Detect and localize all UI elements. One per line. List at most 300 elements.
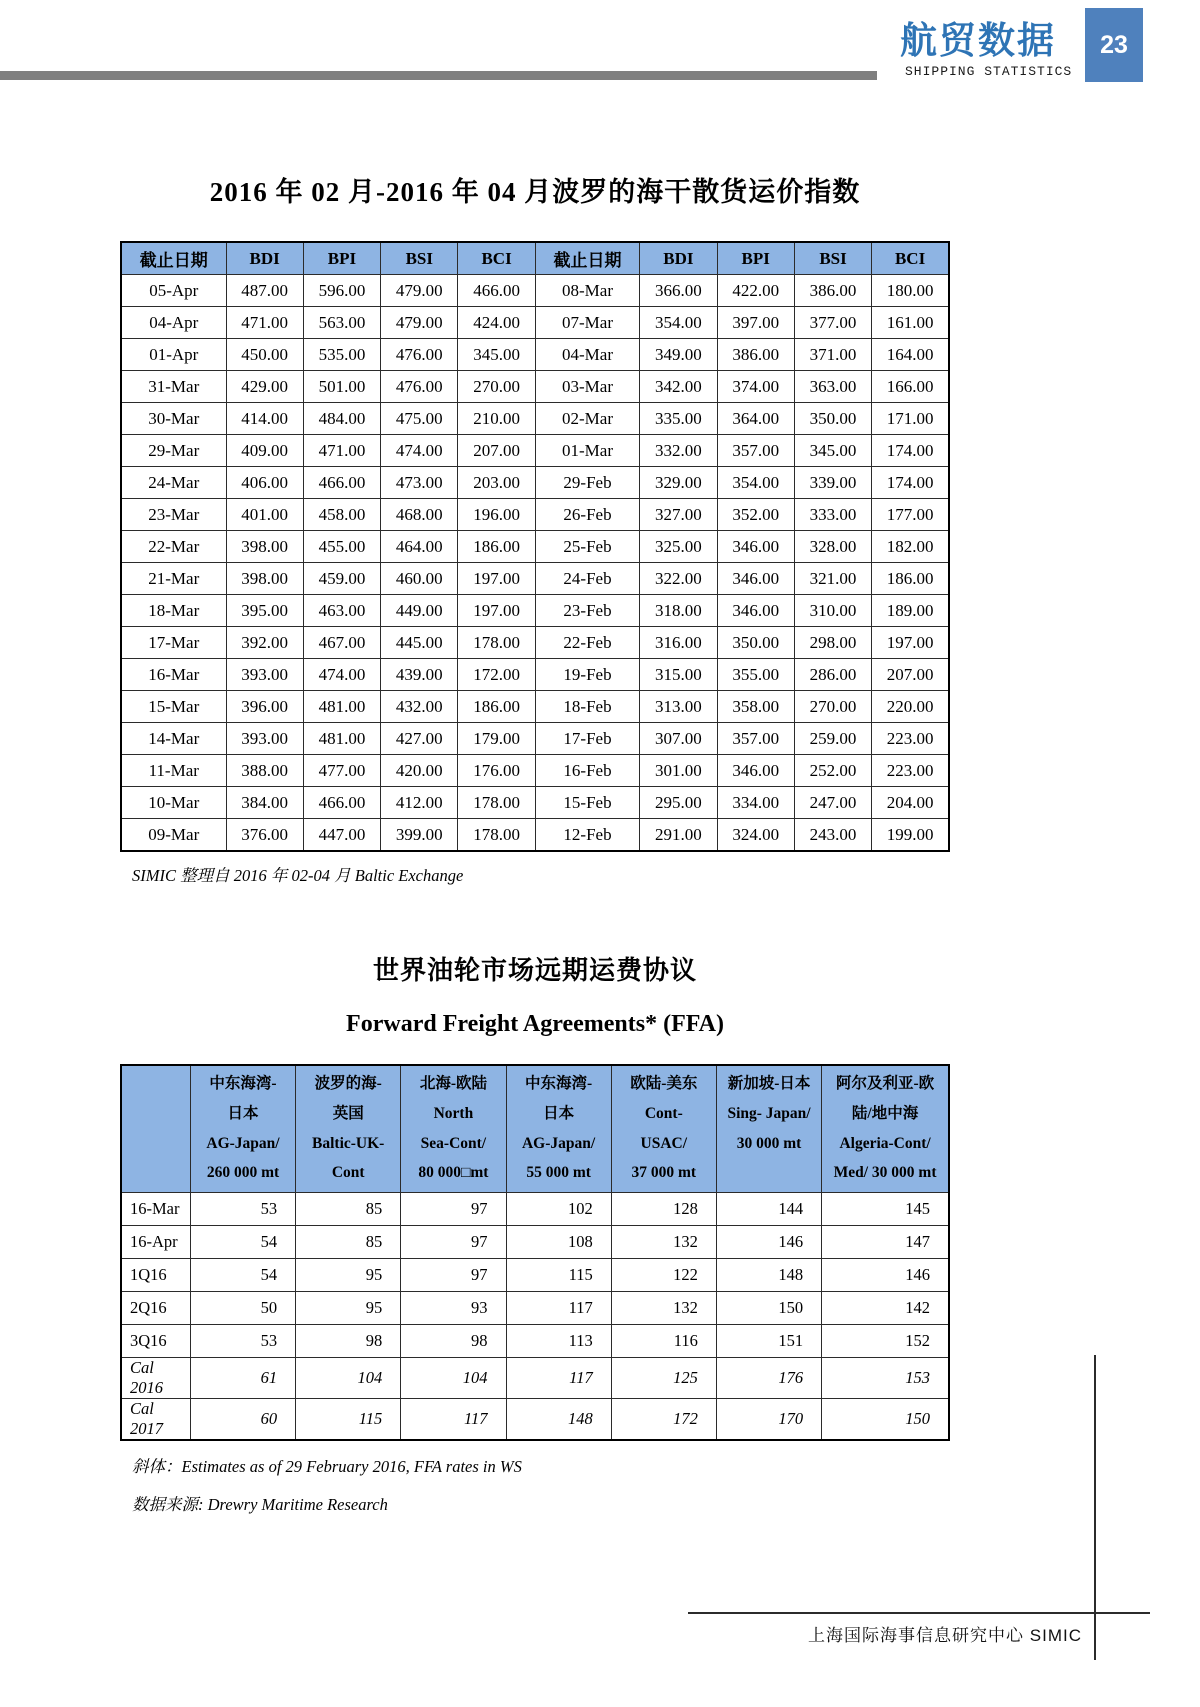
ffa-rate-cell: 128 bbox=[611, 1193, 716, 1226]
table-row bbox=[121, 819, 949, 852]
index-value-cell: 350.00 bbox=[794, 403, 871, 435]
period-cell: 1Q16 bbox=[121, 1259, 190, 1292]
ffa-column-header bbox=[296, 1065, 401, 1193]
index-value-cell: 432.00 bbox=[381, 691, 458, 723]
ffa-rate-cell: 97 bbox=[401, 1193, 506, 1226]
ffa-rate-cell: 150 bbox=[822, 1399, 949, 1441]
ffa-rate-cell: 122 bbox=[611, 1259, 716, 1292]
index-value-cell: 189.00 bbox=[872, 595, 949, 627]
index-value-cell: 335.00 bbox=[640, 403, 717, 435]
date-cell: 24-Feb bbox=[535, 563, 640, 595]
ffa-header-line: 日本 bbox=[543, 1104, 575, 1122]
index-value-cell: 350.00 bbox=[717, 627, 794, 659]
index-value-cell: 197.00 bbox=[872, 627, 949, 659]
date-cell: 10-Mar bbox=[121, 787, 226, 819]
index-value-cell: 393.00 bbox=[226, 723, 303, 755]
ffa-header-line: Algeria-Cont/ bbox=[839, 1134, 931, 1152]
ffa-rate-cell: 176 bbox=[716, 1358, 821, 1399]
index-value-cell: 471.00 bbox=[303, 435, 380, 467]
date-cell: 15-Mar bbox=[121, 691, 226, 723]
index-value-cell: 345.00 bbox=[794, 435, 871, 467]
index-value-cell: 295.00 bbox=[640, 787, 717, 819]
index-value-cell: 346.00 bbox=[717, 563, 794, 595]
ffa-table-body bbox=[121, 1193, 949, 1441]
baltic-column-header: BPI bbox=[717, 242, 794, 275]
ffa-header-line: AG-Japan/ bbox=[206, 1134, 280, 1152]
table-row bbox=[121, 499, 949, 531]
ffa-rate-cell: 115 bbox=[296, 1399, 401, 1441]
index-value-cell: 479.00 bbox=[381, 275, 458, 307]
index-value-cell: 481.00 bbox=[303, 723, 380, 755]
index-value-cell: 243.00 bbox=[794, 819, 871, 852]
ffa-header-line: Med/ 30 000 mt bbox=[833, 1164, 937, 1182]
index-value-cell: 334.00 bbox=[717, 787, 794, 819]
ffa-rate-cell: 108 bbox=[506, 1226, 611, 1259]
date-cell: 03-Mar bbox=[535, 371, 640, 403]
ffa-header-line: Cont bbox=[331, 1164, 365, 1182]
ffa-rate-cell: 148 bbox=[506, 1399, 611, 1441]
index-value-cell: 316.00 bbox=[640, 627, 717, 659]
index-value-cell: 210.00 bbox=[458, 403, 535, 435]
date-cell: 12-Feb bbox=[535, 819, 640, 852]
index-value-cell: 398.00 bbox=[226, 563, 303, 595]
index-value-cell: 455.00 bbox=[303, 531, 380, 563]
index-value-cell: 307.00 bbox=[640, 723, 717, 755]
ffa-table bbox=[120, 1064, 950, 1441]
ffa-header-line: USAC/ bbox=[640, 1134, 688, 1152]
date-cell: 29-Mar bbox=[121, 435, 226, 467]
index-value-cell: 164.00 bbox=[872, 339, 949, 371]
ffa-rate-cell: 97 bbox=[401, 1259, 506, 1292]
footer-horizontal-rule bbox=[688, 1612, 1150, 1614]
index-value-cell: 397.00 bbox=[717, 307, 794, 339]
index-value-cell: 364.00 bbox=[717, 403, 794, 435]
ffa-header-line: 30 000 mt bbox=[736, 1134, 802, 1152]
index-value-cell: 186.00 bbox=[458, 531, 535, 563]
index-value-cell: 298.00 bbox=[794, 627, 871, 659]
index-value-cell: 449.00 bbox=[381, 595, 458, 627]
index-value-cell: 366.00 bbox=[640, 275, 717, 307]
table-row bbox=[121, 787, 949, 819]
table-row bbox=[121, 563, 949, 595]
ffa-header-line: Baltic-UK- bbox=[312, 1134, 385, 1152]
index-value-cell: 270.00 bbox=[794, 691, 871, 723]
table-row bbox=[121, 339, 949, 371]
index-value-cell: 342.00 bbox=[640, 371, 717, 403]
index-value-cell: 223.00 bbox=[872, 755, 949, 787]
index-value-cell: 479.00 bbox=[381, 307, 458, 339]
index-value-cell: 473.00 bbox=[381, 467, 458, 499]
baltic-column-header: BCI bbox=[872, 242, 949, 275]
baltic-column-header: BDI bbox=[640, 242, 717, 275]
index-value-cell: 358.00 bbox=[717, 691, 794, 723]
ffa-column-header bbox=[121, 1065, 190, 1193]
index-value-cell: 203.00 bbox=[458, 467, 535, 499]
index-value-cell: 459.00 bbox=[303, 563, 380, 595]
ffa-header-line: 260 000 mt bbox=[206, 1164, 280, 1182]
table-row bbox=[121, 1259, 949, 1292]
date-cell: 26-Feb bbox=[535, 499, 640, 531]
index-value-cell: 321.00 bbox=[794, 563, 871, 595]
index-value-cell: 484.00 bbox=[303, 403, 380, 435]
index-value-cell: 476.00 bbox=[381, 371, 458, 403]
index-value-cell: 392.00 bbox=[226, 627, 303, 659]
index-value-cell: 345.00 bbox=[458, 339, 535, 371]
index-value-cell: 171.00 bbox=[872, 403, 949, 435]
index-value-cell: 475.00 bbox=[381, 403, 458, 435]
baltic-column-header: 截止日期 bbox=[121, 242, 226, 275]
date-cell: 17-Feb bbox=[535, 723, 640, 755]
index-value-cell: 186.00 bbox=[458, 691, 535, 723]
table-row bbox=[121, 691, 949, 723]
index-value-cell: 374.00 bbox=[717, 371, 794, 403]
index-value-cell: 346.00 bbox=[717, 531, 794, 563]
index-value-cell: 563.00 bbox=[303, 307, 380, 339]
date-cell: 29-Feb bbox=[535, 467, 640, 499]
index-value-cell: 377.00 bbox=[794, 307, 871, 339]
ffa-rate-cell: 102 bbox=[506, 1193, 611, 1226]
index-value-cell: 352.00 bbox=[717, 499, 794, 531]
date-cell: 05-Apr bbox=[121, 275, 226, 307]
index-value-cell: 376.00 bbox=[226, 819, 303, 852]
ffa-rate-cell: 85 bbox=[296, 1193, 401, 1226]
index-value-cell: 463.00 bbox=[303, 595, 380, 627]
index-value-cell: 182.00 bbox=[872, 531, 949, 563]
index-value-cell: 174.00 bbox=[872, 467, 949, 499]
ffa-rate-cell: 148 bbox=[716, 1259, 821, 1292]
table-row bbox=[121, 531, 949, 563]
index-value-cell: 207.00 bbox=[872, 659, 949, 691]
ffa-rate-cell: 113 bbox=[506, 1325, 611, 1358]
date-cell: 01-Apr bbox=[121, 339, 226, 371]
ffa-rate-cell: 93 bbox=[401, 1292, 506, 1325]
baltic-column-header: BDI bbox=[226, 242, 303, 275]
period-cell: Cal 2017 bbox=[121, 1399, 190, 1441]
index-value-cell: 178.00 bbox=[458, 819, 535, 852]
date-cell: 04-Mar bbox=[535, 339, 640, 371]
index-value-cell: 286.00 bbox=[794, 659, 871, 691]
index-value-cell: 322.00 bbox=[640, 563, 717, 595]
ffa-title-cn: 世界油轮市场远期运费协议 bbox=[372, 955, 697, 985]
date-cell: 19-Feb bbox=[535, 659, 640, 691]
ffa-rate-cell: 125 bbox=[611, 1358, 716, 1399]
table-row bbox=[121, 1325, 949, 1358]
table-row bbox=[121, 371, 949, 403]
date-cell: 22-Mar bbox=[121, 531, 226, 563]
index-value-cell: 270.00 bbox=[458, 371, 535, 403]
ffa-rate-cell: 142 bbox=[822, 1292, 949, 1325]
index-value-cell: 318.00 bbox=[640, 595, 717, 627]
index-value-cell: 178.00 bbox=[458, 787, 535, 819]
table-row bbox=[121, 755, 949, 787]
ffa-footnote-source: 数据来源: Drewry Maritime Research bbox=[132, 1495, 388, 1514]
index-value-cell: 384.00 bbox=[226, 787, 303, 819]
date-cell: 08-Mar bbox=[535, 275, 640, 307]
table-row bbox=[121, 467, 949, 499]
date-cell: 21-Mar bbox=[121, 563, 226, 595]
index-value-cell: 197.00 bbox=[458, 595, 535, 627]
index-value-cell: 332.00 bbox=[640, 435, 717, 467]
index-value-cell: 199.00 bbox=[872, 819, 949, 852]
date-cell: 31-Mar bbox=[121, 371, 226, 403]
index-value-cell: 474.00 bbox=[381, 435, 458, 467]
index-value-cell: 180.00 bbox=[872, 275, 949, 307]
ffa-rate-cell: 117 bbox=[401, 1399, 506, 1441]
index-value-cell: 427.00 bbox=[381, 723, 458, 755]
footer-organization: 上海国际海事信息研究中心 SIMIC bbox=[808, 1626, 1082, 1645]
index-value-cell: 172.00 bbox=[458, 659, 535, 691]
ffa-footnote-estimates: 斜体：Estimates as of 29 February 2016, FFA rates in WS bbox=[132, 1457, 522, 1476]
ffa-header-line: 80 000□mt bbox=[418, 1164, 489, 1182]
table-row bbox=[121, 1358, 949, 1399]
ffa-rate-cell: 53 bbox=[190, 1325, 295, 1358]
index-value-cell: 327.00 bbox=[640, 499, 717, 531]
baltic-column-header: BSI bbox=[381, 242, 458, 275]
index-value-cell: 247.00 bbox=[794, 787, 871, 819]
index-value-cell: 447.00 bbox=[303, 819, 380, 852]
baltic-source-note: SIMIC 整理自 2016 年 02-04 月 Baltic Exchange bbox=[132, 866, 464, 885]
date-cell: 23-Mar bbox=[121, 499, 226, 531]
ffa-rate-cell: 50 bbox=[190, 1292, 295, 1325]
page-number-badge: 23 bbox=[1085, 8, 1143, 82]
index-value-cell: 481.00 bbox=[303, 691, 380, 723]
date-cell: 07-Mar bbox=[535, 307, 640, 339]
ffa-header-line: 陆/地中海 bbox=[851, 1104, 919, 1122]
index-value-cell: 399.00 bbox=[381, 819, 458, 852]
index-value-cell: 197.00 bbox=[458, 563, 535, 595]
ffa-rate-cell: 153 bbox=[822, 1358, 949, 1399]
index-value-cell: 474.00 bbox=[303, 659, 380, 691]
index-value-cell: 395.00 bbox=[226, 595, 303, 627]
ffa-table-head bbox=[121, 1065, 949, 1193]
index-value-cell: 179.00 bbox=[458, 723, 535, 755]
ffa-column-header bbox=[716, 1065, 821, 1193]
ffa-rate-cell: 98 bbox=[401, 1325, 506, 1358]
table-row bbox=[121, 307, 949, 339]
index-value-cell: 166.00 bbox=[872, 371, 949, 403]
date-cell: 23-Feb bbox=[535, 595, 640, 627]
index-value-cell: 333.00 bbox=[794, 499, 871, 531]
ffa-rate-cell: 147 bbox=[822, 1226, 949, 1259]
index-value-cell: 325.00 bbox=[640, 531, 717, 563]
index-value-cell: 301.00 bbox=[640, 755, 717, 787]
index-value-cell: 450.00 bbox=[226, 339, 303, 371]
index-value-cell: 324.00 bbox=[717, 819, 794, 852]
table-row bbox=[121, 1292, 949, 1325]
index-value-cell: 466.00 bbox=[303, 787, 380, 819]
ffa-rate-cell: 85 bbox=[296, 1226, 401, 1259]
index-value-cell: 458.00 bbox=[303, 499, 380, 531]
ffa-rate-cell: 117 bbox=[506, 1292, 611, 1325]
date-cell: 01-Mar bbox=[535, 435, 640, 467]
ffa-rate-cell: 145 bbox=[822, 1193, 949, 1226]
ffa-header-line: Sea-Cont/ bbox=[420, 1134, 487, 1152]
ffa-rate-cell: 61 bbox=[190, 1358, 295, 1399]
index-value-cell: 329.00 bbox=[640, 467, 717, 499]
ffa-header-line: North bbox=[433, 1104, 474, 1122]
ffa-header-line: 新加坡-日本 bbox=[727, 1075, 811, 1092]
index-value-cell: 398.00 bbox=[226, 531, 303, 563]
date-cell: 18-Mar bbox=[121, 595, 226, 627]
ffa-column-header bbox=[190, 1065, 295, 1193]
index-value-cell: 349.00 bbox=[640, 339, 717, 371]
index-value-cell: 466.00 bbox=[303, 467, 380, 499]
date-cell: 02-Mar bbox=[535, 403, 640, 435]
baltic-header-row bbox=[121, 242, 949, 275]
index-value-cell: 220.00 bbox=[872, 691, 949, 723]
baltic-column-header: BSI bbox=[794, 242, 871, 275]
ffa-header-line: 55 000 mt bbox=[526, 1164, 591, 1182]
index-value-cell: 310.00 bbox=[794, 595, 871, 627]
baltic-column-header: BPI bbox=[303, 242, 380, 275]
index-value-cell: 186.00 bbox=[872, 563, 949, 595]
index-value-cell: 354.00 bbox=[717, 467, 794, 499]
index-value-cell: 422.00 bbox=[717, 275, 794, 307]
date-cell: 09-Mar bbox=[121, 819, 226, 852]
ffa-rate-cell: 146 bbox=[716, 1226, 821, 1259]
baltic-column-header: BCI bbox=[458, 242, 535, 275]
index-value-cell: 471.00 bbox=[226, 307, 303, 339]
index-value-cell: 420.00 bbox=[381, 755, 458, 787]
index-value-cell: 339.00 bbox=[794, 467, 871, 499]
table-row bbox=[121, 595, 949, 627]
date-cell: 17-Mar bbox=[121, 627, 226, 659]
ffa-rate-cell: 60 bbox=[190, 1399, 295, 1441]
footer-vertical-rule bbox=[1094, 1355, 1096, 1660]
index-value-cell: 204.00 bbox=[872, 787, 949, 819]
ffa-rate-cell: 54 bbox=[190, 1259, 295, 1292]
period-cell: 2Q16 bbox=[121, 1292, 190, 1325]
ffa-rate-cell: 132 bbox=[611, 1226, 716, 1259]
table-row bbox=[121, 435, 949, 467]
ffa-rate-cell: 115 bbox=[506, 1259, 611, 1292]
date-cell: 30-Mar bbox=[121, 403, 226, 435]
ffa-rate-cell: 104 bbox=[401, 1358, 506, 1399]
index-value-cell: 174.00 bbox=[872, 435, 949, 467]
index-value-cell: 468.00 bbox=[381, 499, 458, 531]
table-row bbox=[121, 1193, 949, 1226]
baltic-table-head bbox=[121, 242, 949, 275]
ffa-header-line: Cont- bbox=[644, 1104, 683, 1122]
ffa-rate-cell: 54 bbox=[190, 1226, 295, 1259]
index-value-cell: 328.00 bbox=[794, 531, 871, 563]
index-value-cell: 207.00 bbox=[458, 435, 535, 467]
index-value-cell: 445.00 bbox=[381, 627, 458, 659]
baltic-table-title: 2016 年 02 月-2016 年 04 月波罗的海干散货运价指数 bbox=[209, 177, 861, 207]
ffa-rate-cell: 150 bbox=[716, 1292, 821, 1325]
ffa-rate-cell: 95 bbox=[296, 1292, 401, 1325]
ffa-header-line: 欧陆-美东 bbox=[630, 1075, 698, 1092]
ffa-header-line: Sing- Japan/ bbox=[727, 1104, 811, 1122]
ffa-rate-cell: 146 bbox=[822, 1259, 949, 1292]
page-content bbox=[120, 0, 950, 1515]
index-value-cell: 196.00 bbox=[458, 499, 535, 531]
table-row bbox=[121, 627, 949, 659]
ffa-header-line: 中东海湾- bbox=[209, 1075, 277, 1092]
index-value-cell: 371.00 bbox=[794, 339, 871, 371]
index-value-cell: 414.00 bbox=[226, 403, 303, 435]
baltic-column-header: 截止日期 bbox=[535, 242, 640, 275]
index-value-cell: 467.00 bbox=[303, 627, 380, 659]
index-value-cell: 354.00 bbox=[640, 307, 717, 339]
ffa-header-line: 波罗的海- bbox=[314, 1075, 382, 1092]
ffa-rate-cell: 116 bbox=[611, 1325, 716, 1358]
ffa-rate-cell: 170 bbox=[716, 1399, 821, 1441]
index-value-cell: 176.00 bbox=[458, 755, 535, 787]
period-cell: Cal 2016 bbox=[121, 1358, 190, 1399]
index-value-cell: 424.00 bbox=[458, 307, 535, 339]
index-value-cell: 346.00 bbox=[717, 595, 794, 627]
ffa-header-line: 日本 bbox=[227, 1104, 259, 1122]
date-cell: 04-Apr bbox=[121, 307, 226, 339]
table-row bbox=[121, 275, 949, 307]
ffa-column-header bbox=[611, 1065, 716, 1193]
index-value-cell: 223.00 bbox=[872, 723, 949, 755]
ffa-title-en: Forward Freight Agreements* (FFA) bbox=[346, 1011, 724, 1037]
index-value-cell: 355.00 bbox=[717, 659, 794, 691]
index-value-cell: 386.00 bbox=[794, 275, 871, 307]
period-cell: 16-Mar bbox=[121, 1193, 190, 1226]
index-value-cell: 487.00 bbox=[226, 275, 303, 307]
index-value-cell: 315.00 bbox=[640, 659, 717, 691]
index-value-cell: 252.00 bbox=[794, 755, 871, 787]
table-row bbox=[121, 1399, 949, 1441]
index-value-cell: 460.00 bbox=[381, 563, 458, 595]
period-cell: 16-Apr bbox=[121, 1226, 190, 1259]
index-value-cell: 406.00 bbox=[226, 467, 303, 499]
index-value-cell: 476.00 bbox=[381, 339, 458, 371]
date-cell: 22-Feb bbox=[535, 627, 640, 659]
ffa-column-header bbox=[822, 1065, 949, 1193]
ffa-column-header bbox=[401, 1065, 506, 1193]
period-cell: 3Q16 bbox=[121, 1325, 190, 1358]
ffa-header-line: 阿尔及利亚-欧 bbox=[835, 1075, 935, 1092]
index-value-cell: 313.00 bbox=[640, 691, 717, 723]
index-value-cell: 363.00 bbox=[794, 371, 871, 403]
ffa-header-row bbox=[121, 1065, 949, 1193]
ffa-header-line: 中东海湾- bbox=[525, 1075, 593, 1092]
date-cell: 25-Feb bbox=[535, 531, 640, 563]
index-value-cell: 178.00 bbox=[458, 627, 535, 659]
index-value-cell: 412.00 bbox=[381, 787, 458, 819]
date-cell: 16-Mar bbox=[121, 659, 226, 691]
date-cell: 24-Mar bbox=[121, 467, 226, 499]
index-value-cell: 357.00 bbox=[717, 723, 794, 755]
index-value-cell: 466.00 bbox=[458, 275, 535, 307]
index-value-cell: 386.00 bbox=[717, 339, 794, 371]
index-value-cell: 291.00 bbox=[640, 819, 717, 852]
date-cell: 15-Feb bbox=[535, 787, 640, 819]
baltic-table-body bbox=[121, 275, 949, 852]
baltic-dry-index-table bbox=[120, 241, 950, 852]
ffa-header-line: AG-Japan/ bbox=[521, 1134, 596, 1152]
index-value-cell: 346.00 bbox=[717, 755, 794, 787]
table-row bbox=[121, 659, 949, 691]
index-value-cell: 477.00 bbox=[303, 755, 380, 787]
ffa-column-header bbox=[506, 1065, 611, 1193]
index-value-cell: 596.00 bbox=[303, 275, 380, 307]
index-value-cell: 535.00 bbox=[303, 339, 380, 371]
index-value-cell: 388.00 bbox=[226, 755, 303, 787]
table-row bbox=[121, 723, 949, 755]
ffa-rate-cell: 172 bbox=[611, 1399, 716, 1441]
date-cell: 11-Mar bbox=[121, 755, 226, 787]
ffa-rate-cell: 152 bbox=[822, 1325, 949, 1358]
ffa-rate-cell: 95 bbox=[296, 1259, 401, 1292]
header-title-cn: 航贸数据 bbox=[900, 20, 1056, 61]
table-row bbox=[121, 1226, 949, 1259]
index-value-cell: 401.00 bbox=[226, 499, 303, 531]
